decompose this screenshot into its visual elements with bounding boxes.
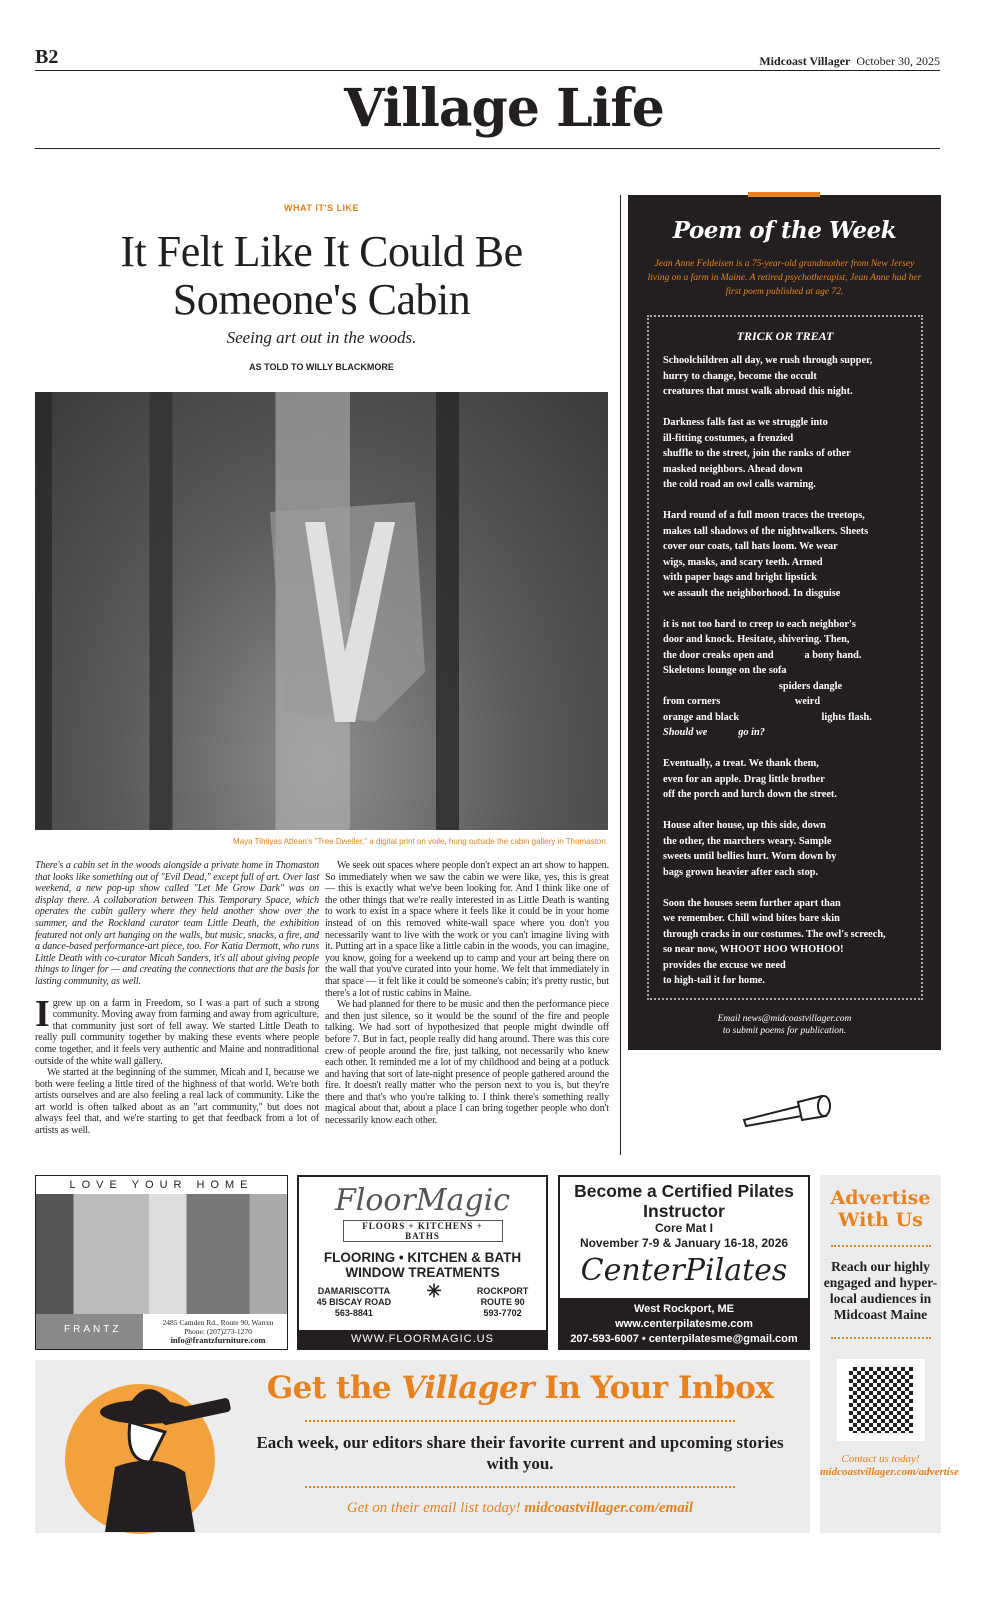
byline: AS TOLD TO WILLY BLACKMORE: [249, 362, 394, 372]
poem-stanza: Eventually, a treat. We thank them, even for an apple. Drag little brother off the porch and lurch down the street.: [663, 758, 837, 800]
wave-divider: [831, 1241, 931, 1247]
advertise-body: Reach our highly engaged and hyper-local audiences in Midcoast Maine: [823, 1259, 938, 1322]
sparkle-icon: ✳: [426, 1281, 442, 1301]
poem-frame: [647, 315, 923, 1000]
headline: It Felt Like It Could Be Someone's Cabin: [120, 227, 523, 324]
issue-date: October 30, 2025: [856, 54, 940, 68]
spyglass-icon: [740, 1090, 835, 1130]
ad-tagline: LOVE YOUR HOME: [69, 1179, 254, 1191]
town: ROCKPORT: [476, 1286, 529, 1296]
paper-name: Midcoast Villager: [759, 54, 851, 68]
floormagic-ad[interactable]: [297, 1175, 548, 1350]
location: [477, 1286, 529, 1319]
lookout-illustration-icon: [75, 1372, 245, 1532]
location: [317, 1286, 392, 1319]
body-paragraph: We seek out spaces where people don't expect an art show to happen. So immediately when we saw the cabin we were like, yes, this is great — this is exactly what we've been looking for. And I think like one of the other things that we're really interested in as Little Death is wanting to work to exist in a space where it feels like it could be in your home instead of on this removed white-wall space where you don't you necessarily want to live with the work or you can't imagine living with it. Putting art in a space like a little cabin in the woods, you can imagine, you know, going for a weekend up to camp and your art being there on the wall that you've curated into your home. We felt that immediately in that space — it felt like it could be someone's cabin; it's pretty rustic, but there's a lot of rustic cabins in Maine.: [325, 860, 609, 999]
poem-stanza: Darkness falls fast as we struggle into ill-fitting costumes, a frenzied shuffle to the street, join the ranks of other masked neighbors. Ahead down the cold road an owl calls warning.: [663, 417, 851, 490]
newsletter-banner: [35, 1360, 810, 1533]
location: West Rockport, ME: [633, 1303, 735, 1315]
headline-part: Get the: [266, 1370, 402, 1406]
section-title: Village Life: [344, 78, 664, 139]
tree-dweller-artwork: [35, 392, 608, 830]
logo-subtitle: FLOORS + KITCHENS + BATHS: [343, 1220, 503, 1242]
locations: [299, 1281, 546, 1319]
headline-part: In Your Inbox: [534, 1370, 774, 1406]
cta-text: Contact us today!: [841, 1453, 920, 1465]
phone: 563-8841: [334, 1308, 373, 1318]
phone: 593-7702: [483, 1308, 522, 1318]
ad-contact: [560, 1298, 808, 1348]
section-rule: [35, 148, 940, 149]
qr-code[interactable]: [837, 1359, 925, 1441]
email[interactable]: info@frantzfurniture.com: [170, 1335, 266, 1345]
banner-body: Each week, our editors share their favorite current and upcoming stories with you.: [256, 1433, 784, 1473]
banner-headline: [255, 1370, 785, 1406]
body-paragraph: [35, 992, 319, 1068]
wave-divider: [305, 1486, 735, 1488]
address: 2485 Camden Rd., Route 90, Warren: [162, 1318, 274, 1327]
course: Core Mat I: [654, 1221, 713, 1235]
accent-bar: [748, 192, 820, 197]
wave-divider: [305, 1420, 735, 1422]
masthead: [759, 54, 940, 69]
street: ROUTE 90: [480, 1297, 525, 1307]
poem-of-the-week: [628, 195, 941, 1050]
cta-text: Get on their email list today!: [346, 1500, 525, 1516]
poem-text: [663, 353, 886, 989]
services-line: WINDOW TREATMENTS: [345, 1265, 500, 1280]
poem-section-title: Poem of the Week: [672, 217, 897, 244]
page-number: B2: [35, 46, 59, 68]
services-line: FLOORING • KITCHEN & BATH: [323, 1250, 522, 1265]
town: DAMARISCOTTA: [317, 1286, 391, 1296]
body-paragraph: We started at the beginning of the summer, Micah and I, because we both were feeling a little tired of the highness of that world. We're both artists ourselves and are also feeling a real lack of community. Like the art world is often talked about as an "art community," but does not always feel that, and we're starting to get that feedback from a lot of artists as well.: [35, 1067, 319, 1137]
submission-note: [628, 1013, 941, 1037]
ad-contact: [148, 1318, 288, 1345]
wave-divider: [831, 1333, 931, 1339]
ad-photo: [36, 1194, 287, 1314]
intro-paragraph: There's a cabin set in the woods alongside a private home in Thomaston that looks like something out of "Evil Dead," except full of art. Over last weekend, a new pop-up show called "Let Me Grow Dark" was on display there. A collaboration between This Temporary Space, which operates the cabin gallery where they held another show over the summer, and the Rockland curator team Little Death, the exhibition featured not only art hanging on the walls, but music, snacks, a fire, and a dance-based performance-art piece, too. For Katia Dermott, who runs Little Death with co-curator Micah Sanders, it's all about giving people things to linger for — and creating the connections that are the basis for lasting community, as well.: [35, 860, 319, 987]
header-rule: [35, 70, 940, 71]
body-column-2: [325, 860, 609, 1127]
advertise-link[interactable]: midcoastvillager.com/advertise: [820, 1466, 960, 1478]
paragraph-text: grew up on a farm in Freedom, so I was a part of such a strong community. Moving away from farming and away from agriculture, that community just sort of fell away. We started Little Death to really pull community together by making these events where people come together, and it feels very authentic and Maine and nontraditional outside of the white wall gallery.: [35, 997, 319, 1067]
body-paragraph: We had planned for there to be music and then the performance piece and then just silence, so it would be the sound of the fire and people talking. We had sort of hypothesized that people might dwindle off before 7. But in fact, people really did hang around. There was this core crew of people around the fire, just talking, not necessarily who knew each other. It reminded me a lot of my childhood and being at a potluck and having that sort of late-night presence of people gathered around the fire. It doesn't really matter who the person next to you is, but they're there and that's who you're talking to. I think there's something really magical about that, about a place I can bring together people who don't necessarily know each other.: [325, 999, 609, 1127]
phone: Phone: (207)273-1270: [184, 1327, 252, 1336]
services: [299, 1250, 546, 1280]
headline-part: Villager: [401, 1370, 535, 1406]
floormagic-logo: FloorMagic: [334, 1183, 511, 1218]
poem-title: TRICK OR TREAT: [736, 329, 834, 343]
centerpilates-logo: CenterPilates: [580, 1253, 788, 1288]
poem-stanza: Hard round of a full moon traces the treetops, makes tall shadows of the nightwalkers. Sheets cover our coats, tall hats loom. We wear wigs, masks, and scary teeth. Armed with paper bags and bright lipstick we assault the neighborhood. In disguise: [663, 510, 869, 599]
poem-stanza: it is not too hard to creep to each neighbor's door and knock. Hesitate, shivering. Then, the door creaks open and a bony hand. Skeletons lounge on the sofa spiders dangle from corners weird orange and black lights flash.: [663, 618, 872, 723]
dates: November 7-9 & January 16-18, 2026: [579, 1236, 789, 1250]
website[interactable]: www.centerpilatesme.com: [615, 1318, 753, 1330]
poem-stanza: House after house, up this side, down the other, the marchers weary. Sample sweets until bellies hurt. Worn down by bags grown heavier after each stop.: [663, 820, 837, 878]
column-rule: [620, 195, 621, 1155]
article-photo: [35, 392, 608, 830]
frantz-furniture-ad[interactable]: [35, 1175, 288, 1350]
advertise-panel: [820, 1175, 960, 1533]
poem-stanza: Soon the houses seem further apart than we remember. Chill wind bites bare skin through cracks in our costumes. The owl's screech, so near now, WHOOT HOO WHOHOO! provides the excuse we need to high-tail it for home.: [663, 897, 886, 986]
poem-stanza: Schoolchildren all day, we rush through supper, hurry to change, become the occult creatures that must walk abroad this night.: [663, 355, 873, 397]
website[interactable]: WWW.FLOORMAGIC.US: [299, 1330, 546, 1348]
banner-cta: [255, 1500, 785, 1517]
photo-caption: Maya Tihtiyas Attean's "Tree Dweller," a digital print on voile, hung outside the cabin gallery in Thomaston.: [233, 837, 608, 846]
ad-headline: Become a Certified Pilates Instructor: [574, 1181, 794, 1221]
contact[interactable]: 207-593-6007 • centerpilatesme@gmail.com: [570, 1333, 798, 1345]
kicker: WHAT IT'S LIKE: [284, 203, 359, 213]
email-signup-link[interactable]: midcoastvillager.com/email: [524, 1500, 694, 1516]
advertise-cta: [820, 1453, 960, 1479]
frantz-logo: FRANTZ: [36, 1314, 143, 1350]
body-column-1: [35, 860, 319, 1137]
dek: Seeing art out in the woods.: [226, 328, 417, 347]
street: 45 BISCAY ROAD: [316, 1297, 392, 1307]
submission-email[interactable]: Email news@midcoastvillager.com: [717, 1014, 852, 1024]
poem-stanza: Should we go in?: [663, 727, 765, 738]
centerpilates-ad[interactable]: [558, 1175, 810, 1350]
drop-cap: I: [35, 992, 50, 1035]
poet-bio: Jean Anne Feldeisen is a 75-year-old grandmother from New Jersey living on a farm in Maine. A retired psychotherapist, Jean Anne had her first poem published at age 72.: [647, 259, 922, 297]
advertise-headline: Advertise With Us: [830, 1187, 931, 1231]
submission-text: to submit poems for publication.: [722, 1026, 847, 1036]
